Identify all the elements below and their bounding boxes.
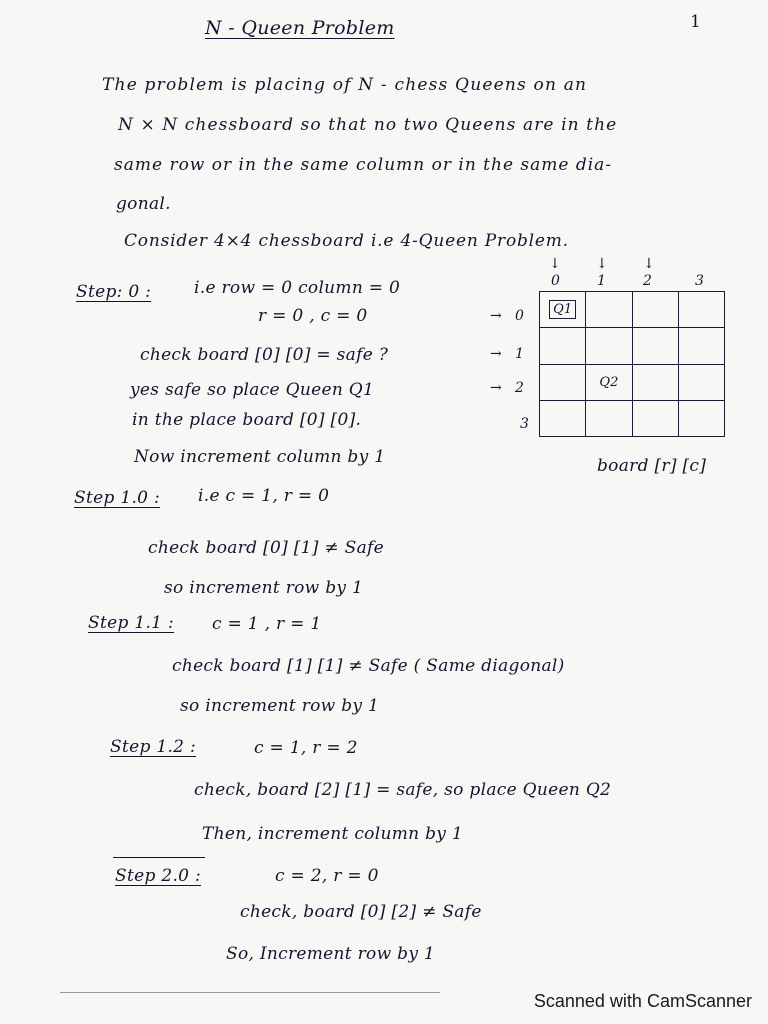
board-arrow-row-2: → [490,380,503,396]
footer-divider [60,992,440,993]
board-row-label-1: 1 [515,346,525,362]
board-col-label-1: 1 [597,273,607,289]
intro-line-1: The problem is placing of N - chess Queens on an [102,75,588,95]
board-cell-3-0 [540,400,586,436]
board-arrow-row-1: → [490,346,503,362]
step-2-0-line-2: check, board [0] [2] ≠ Safe [240,902,482,922]
board-cell-3-1 [586,400,632,436]
step-2-0-overline [113,857,205,858]
intro-line-3: same row or in the same column or in the same dia- [114,155,613,175]
board-arrow-col-1: ↓ [596,256,609,272]
step-1-0-line-1: i.e c = 1, r = 0 [198,486,330,506]
board-cell-2-1 [586,364,632,400]
step-1-2-line-1: c = 1, r = 2 [254,738,358,758]
board-arrow-col-0: ↓ [549,256,562,272]
queen-q1: Q1 [549,300,576,319]
step-1-0-line-3: so increment row by 1 [164,578,364,598]
step-2-0-line-1: c = 2, r = 0 [275,866,379,886]
camscanner-watermark: Scanned with CamScanner [533,991,752,1011]
board-row-label-2: 2 [515,380,525,396]
board-cell-2-0 [540,364,586,400]
page-title: N - Queen Problem [205,17,395,39]
board-cell-0-1 [586,292,632,328]
step-1-2-line-2: check, board [2] [1] = safe, so place Queen Q2 [194,780,612,800]
board-col-label-2: 2 [643,273,653,289]
step-0-line-2: r = 0 , c = 0 [258,306,368,326]
page-number: 1 [690,12,702,32]
step-0-line-6: Now increment column by 1 [134,447,386,467]
board-cell-1-3 [678,328,724,364]
board-caption: board [r] [c] [597,456,707,476]
board-col-label-3: 3 [695,273,705,289]
board-cell-3-2 [632,400,678,436]
board-cell-3-3 [678,400,724,436]
board-cell-1-1 [586,328,632,364]
chessboard [539,291,725,437]
board-cell-0-0 [540,292,586,328]
step-2-0-line-3: So, Increment row by 1 [226,944,436,964]
step-2-0-label: Step 2.0 : [115,866,201,886]
step-0-line-1: i.e row = 0 column = 0 [194,278,401,298]
intro-line-2: N × N chessboard so that no two Queens are in the [118,115,618,135]
board-cell-0-2 [632,292,678,328]
step-1-2-label: Step 1.2 : [110,737,196,757]
step-0-label: Step: 0 : [76,282,152,302]
board-cell-2-3 [678,364,724,400]
board-arrow-row-0: → [490,308,503,324]
step-0-line-4: yes safe so place Queen Q1 [130,380,375,400]
step-1-0-label: Step 1.0 : [74,488,160,508]
board-arrow-col-2: ↓ [643,256,656,272]
step-0-line-5: in the place board [0] [0]. [132,410,362,430]
board-cell-1-2 [632,328,678,364]
step-1-1-line-3: so increment row by 1 [180,696,380,716]
board-cell-2-2 [632,364,678,400]
queen-q2: Q2 [599,374,619,390]
intro-line-4: gonal. [116,194,171,214]
step-1-1-line-2: check board [1] [1] ≠ Safe ( Same diagonal) [172,656,565,676]
board-cell-1-0 [540,328,586,364]
board-row-label-3: 3 [520,416,530,432]
intro-line-5: Consider 4×4 chessboard i.e 4-Queen Problem. [124,231,569,251]
step-1-1-label: Step 1.1 : [88,613,174,633]
step-1-2-line-3: Then, increment column by 1 [202,824,463,844]
step-1-0-line-2: check board [0] [1] ≠ Safe [148,538,384,558]
step-1-1-line-1: c = 1 , r = 1 [212,614,322,634]
step-0-line-3: check board [0] [0] = safe ? [140,345,389,365]
board-cell-0-3 [678,292,724,328]
board-col-label-0: 0 [551,273,561,289]
board-row-label-0: 0 [515,308,525,324]
